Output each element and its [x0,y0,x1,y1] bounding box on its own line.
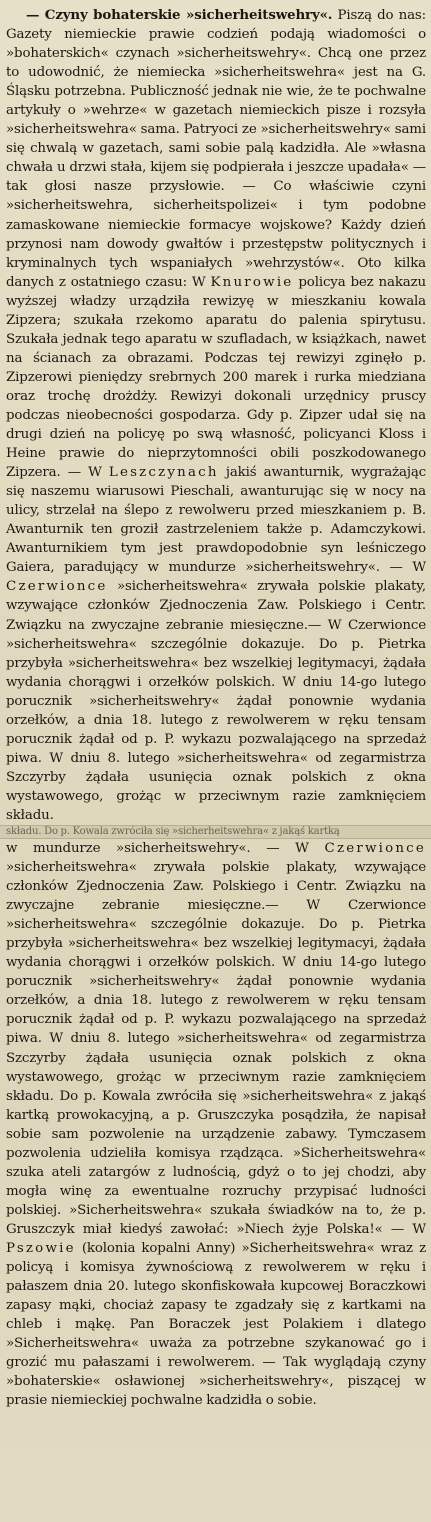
place-name-leszczyny: Leszczynach [108,465,219,481]
scan-overlap-seam: składu. Do p. Kowala zwróciła się »sicherheitswehra« z jakąś kartką [0,825,431,839]
article-paragraph-repeated [6,839,426,1410]
article-body-text: »sicherheitswehra« zrywała polskie plakaty, wzywające członków Zjednoczenia Zaw. Polskiego i Centr. Związku na zwyczajne zebranie miesięczne.— W Czerwionce »sicherheitswehra« szczególnie dokazuje. Do p. Pietrka przybyła »sicherheitswehra« bez wszelkiej legitymacyi, żądała wydania chorągwi i orzełków polskich. W dniu 14-go lutego porucznik »sicherheitswehry« żądał ponownie wydania orzełków, a dnia 18. lutego z rewolwerem w ręku tensam porucznik żądał od p. P. wykazu pozwalającego na sprzedaż piwa. W dniu 8. lutego »sicherheitswehra« od zegarmistrza Szczyrby żądała usunięcia oznak polskich z okna wystawowego, grożąc w przeciwnym razie zamknięciem składu. [6,579,426,823]
article-paragraph [6,6,426,825]
place-name-czerwionka: Czerwionce [6,579,108,595]
place-name-pszow: Pszowie [6,1241,76,1256]
article-body-text: policya bez nakazu wyższej władzy urządziła rewizyę w mieszkaniu kowala Zipzera; szukała rzekomo aparatu do palenia spirytusu. Szukała jednak tego aparatu w szufladach, w książkach, nawet na ścianach za obrazami. Podczas tej rewizyi zginęło p. Zipzerowi pieniędzy srebrnych 200 marek i rurka miedziana oraz trochę drożdży. Rewizyi dokonali urzędnicy pruscy podczas nieobecności gospodarza. Gdy p. Zipzer udał się na drugi dzień na policyę po swą własność, policyanci Kloss i Heine prawie do nieprzytomności obili poszkodowanego Zipzera. — W [6,274,426,481]
article-headline: — Czyny bohaterskie »sicherheitswehry«. [26,7,333,23]
news-article [6,6,426,1410]
article-body-text: Piszą do nas: Gazety niemieckie prawie codzień podają wiadomości o »bohaterskich« czynach »sicherheitswehry«. Chcą one przez to udowodnić, że niemiecka »sicherheitswehra« jest na G. Śląsku potrzebna. Publiczność jednak nie wie, że te pochwalne artykuły o »wehrze« w gazetach niemieckich pisze i rozsyła »sicherheitswehra« sama. Patryoci ze »sicherheitswehry« sami się chwalą w gazetach, sami sobie palą kadzidła. Ale »własna chwała u drzwi stała, kijem się podpierała i jeszcze upadała« — tak głosi nasze przysłowie. — Co właściwie czyni »sicherheitswehra, sicherheitspolizei« i tym podobne zamaskowane niemieckie formacye wojskowe? Każdy dzień przynosi nam dowody gwałtów i przestępstw politycznych i kryminalnych tych wspaniałych »wehrzystów«. Oto kilka danych z ostatniego czasu: W [6,8,427,290]
article-body-text: jakiś awanturnik, wygrażając się naszemu wiarusowi Pieschali, awanturując się w nocy na ulicy, strzelał na ślepo z rewolweru przed mieszkaniem p. B. Awanturnik ten groził zastrzeleniem także p. Adamczykowi. Awanturnikiem tym jest prawdopodobnie syn leśniczego Gaiera, paradujący w mundurze »sicherheitswehry«. — W [6,465,427,576]
article-body-text: »sicherheitswehra« zrywała polskie plakaty, wzywające członków Zjednoczenia Zaw. Polskiego i Centr. Związku na zwyczajne zebranie miesięczne.— W Czerwionce »sicherheitswehra« szczególnie dokazuje. Do p. Pietrka przybyła »sicherheitswehra« bez wszelkiej legitymacyi, żądała wydania chorągwi i orzełków polskich. W dniu 14-go lutego porucznik »sicherheitswehry« żądał ponownie wydania orzełków, a dnia 18. lutego z rewolwerem w ręku tensam porucznik żądał od p. P. wykazu pozwalającego na sprzedaż piwa. W dniu 8. lutego »sicherheitswehra« od zegarmistrza Szczyrby żądała usunięcia oznak polskich z okna wystawowego, grożąc w przeciwnym razie zamknięciem składu. Do p. Kowala zwróciła się »sicherheitswehra« z jakąś kartką prowokacyjną, a p. Gruszczyka posądziła, że napisał sobie sam pozwolenie na urządzenie zabawy. Tymczasem pozwolenia udzieliła komisya rządząca. »Sicherheitswehra« szuka ateli zatargów z ludnością, gdyż o to jej chodzi, aby mogła winę za ewentualne rozruchy przypisać ludności polskiej. »Sicherheitswehra« szukała świadków na to, że p. Gruszczyk miał kiedyś zawołać: »Niech żyje Polska!« — W [6,860,426,1237]
article-body-text: (kolonia kopalni Anny) »Sicherheitswehra« wraz z policyą i komisya żywnościową z rewolwerem w ręku i pałaszem dnia 20. lutego skonfiskowała kupcowej Boraczkowi zapasy mąki, chociaż zapasy te zgadzały się z kartkami na chleb i mąkę. Pan Boraczek jest Polakiem i dlatego »Sicherheitswehra« uważa za potrzebne szykanować go i grozić mu pałaszami i rewolwerem. — Tak wyglądają czyny »bohaterskie« osławionej »sicherheitswehry«, piszącej w prasie niemieckiej pochwalne kadzidła o sobie. [6,1241,426,1409]
article-body-text: w mundurze »sicherheitswehry«. — W [6,841,309,857]
place-name-czerwionka: Czerwionce [324,841,426,857]
place-name-knurow: Knurowie [210,274,294,290]
